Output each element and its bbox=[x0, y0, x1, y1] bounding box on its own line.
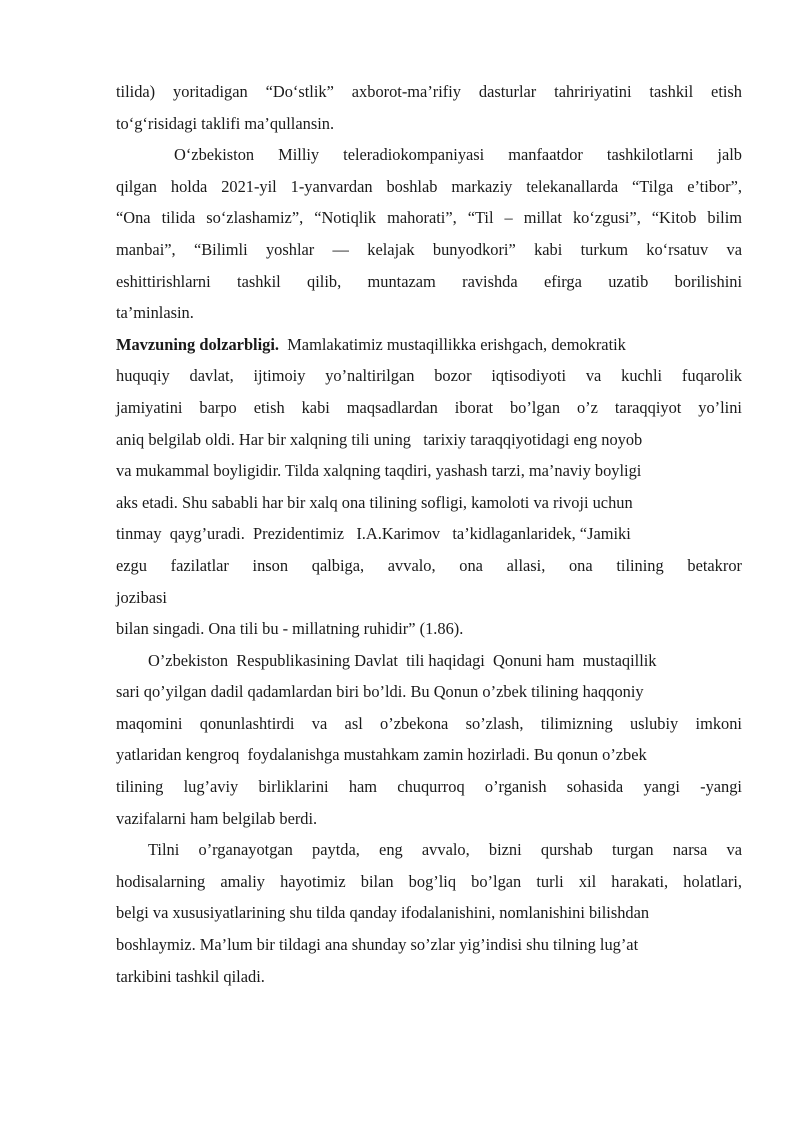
text-line: jozibasi bbox=[116, 587, 167, 607]
text-line: tilining lug’aviy birliklarini ham chuqurroq o’rganish sohasida yangi -yangi bbox=[116, 777, 742, 797]
text-line: to‘g‘risidagi taklifi ma’qullansin. bbox=[116, 113, 335, 133]
text-fragment: Mamlakatimiz mustaqillikka erishgach, demokratik bbox=[287, 334, 626, 354]
text-line: ezgu fazilatlar inson qalbiga, avvalo, ona allasi, ona tilining betakror bbox=[116, 555, 742, 575]
text-line: manbai”, “Bilimli yoshlar — kelajak bunyodkori” kabi turkum ko‘rsatuv va bbox=[116, 239, 742, 259]
text-line: sari qo’yilgan dadil qadamlardan biri bo’ldi. Bu Qonun o’zbek tilining haqqoniy bbox=[116, 682, 644, 702]
paragraph-dostlik-continuation bbox=[116, 76, 742, 139]
section-heading: Mavzuning dolzarbligi. bbox=[116, 334, 280, 354]
text-line: O‘zbekiston Milliy teleradiokompaniyasi manfaatdor tashkilotlarni jalb bbox=[174, 145, 742, 165]
text-line: va mukammal boyligidir. Tilda xalqning taqdiri, yashash tarzi, ma’naviy boyligi bbox=[116, 461, 642, 481]
text-line: Tilni o’rganayotgan paytda, eng avvalo, bizni qurshab turgan narsa va bbox=[148, 840, 742, 860]
text-line: yatlaridan kengroq foydalanishga mustahkam zamin hozirladi. Bu qonun o’zbek bbox=[116, 745, 647, 765]
paragraph-dolzarblik bbox=[116, 329, 742, 645]
text-line: “Ona tilida so‘zlashamiz”, “Notiqlik mahorati”, “Til – millat ko‘zgusi”, “Kitob bilim bbox=[116, 208, 742, 228]
text-line: belgi va xususiyatlarining shu tilda qanday ifodalanishini, nomlanishini bilishdan bbox=[116, 903, 650, 923]
text-line: qilgan holda 2021-yil 1-yanvardan boshlab markaziy telekanallarda “Tilga e’tibor”, bbox=[116, 176, 742, 196]
text-line: eshittirishlarni tashkil qilib, muntazam ravishda efirga uzatib borilishini bbox=[116, 271, 742, 291]
text-line: jamiyatini barpo etish kabi maqsadlardan iborat bo’lgan o’z taraqqiyot yo’lini bbox=[116, 397, 742, 417]
text-line: hodisalarning amaliy hayotimiz bilan bog’liq bo’lgan turli xil harakati, holatlari, bbox=[116, 871, 742, 891]
text-line: huquqiy davlat, ijtimoiy yo’naltirilgan bozor iqtisodiyoti va kuchli fuqarolik bbox=[116, 366, 742, 386]
text-line: tilida) yoritadigan “Do‘stlik” axborot-ma’rifiy dasturlar tahririyatini tashkil etish bbox=[116, 82, 742, 101]
text-line: O’zbekiston Respublikasining Davlat tili haqidagi Qonuni ham mustaqillik bbox=[148, 650, 657, 670]
text-line: aks etadi. Shu sababli har bir xalq ona tilining sofligi, kamoloti va rivoji uchun bbox=[116, 492, 633, 512]
text-line: boshlaymiz. Ma’lum bir tildagi ana shunday so’zlar yig’indisi shu tilning lug’at bbox=[116, 935, 639, 955]
text-line: tarkibini tashkil qiladi. bbox=[116, 966, 265, 986]
paragraph-teleradio bbox=[116, 139, 742, 329]
paragraph-davlat-tili bbox=[116, 645, 742, 835]
text-line: aniq belgilab oldi. Har bir xalqning tili uning tarixiy taraqqiyotidagi eng noyob bbox=[116, 429, 643, 449]
text-line: tinmay qayg’uradi. Prezidentimiz I.A.Karimov ta’kidlaganlaridek, “Jamiki bbox=[116, 524, 631, 544]
text-line: maqomini qonunlashtirdi va asl o’zbekona so’zlash, tilimizning uslubiy imkoni bbox=[116, 713, 742, 733]
paragraph-til-organish bbox=[116, 834, 742, 992]
text-line: ta’minlasin. bbox=[116, 303, 194, 323]
text-line: vazifalarni ham belgilab berdi. bbox=[116, 808, 318, 828]
document-body bbox=[116, 76, 742, 992]
text-line bbox=[116, 329, 742, 361]
text-line: bilan singadi. Ona tili bu - millatning ruhidir” (1.86). bbox=[116, 619, 464, 639]
